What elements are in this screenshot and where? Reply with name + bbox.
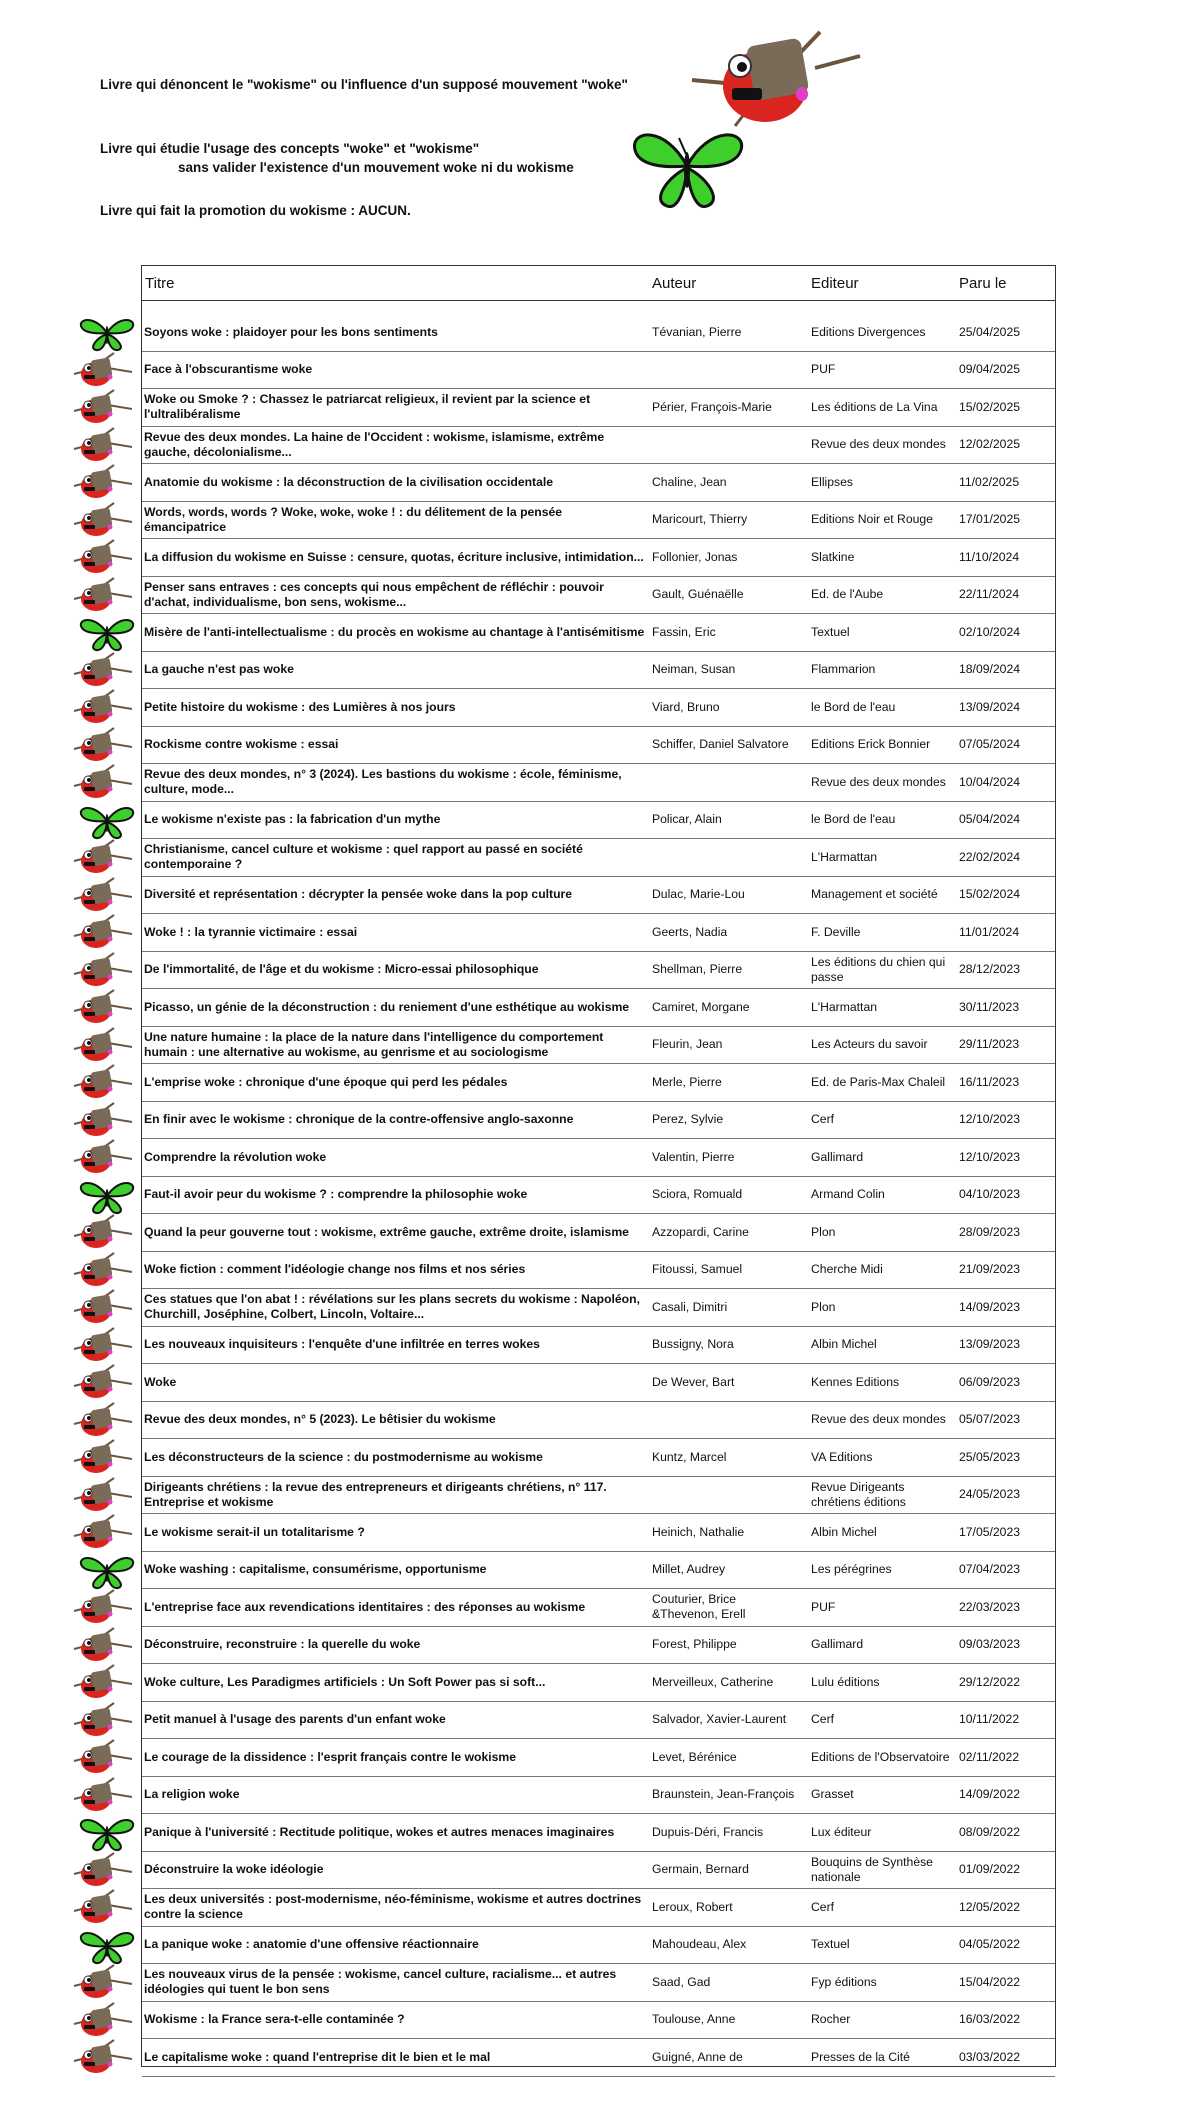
book-publisher: Gallimard xyxy=(811,1149,864,1164)
book-date: 02/10/2024 xyxy=(959,624,1020,639)
book-date: 29/11/2023 xyxy=(959,1037,1020,1052)
book-date: 18/09/2024 xyxy=(959,662,1020,677)
book-date: 08/09/2022 xyxy=(959,1824,1020,1839)
book-date: 15/02/2025 xyxy=(959,399,1020,414)
book-title: Petite histoire du wokisme : des Lumières à nos jours xyxy=(144,699,456,714)
book-publisher: Lux éditeur xyxy=(811,1824,872,1839)
table-row xyxy=(142,952,1055,990)
book-author: Tévanian, Pierre xyxy=(652,324,742,339)
bug-icon xyxy=(70,1477,132,1515)
table-row xyxy=(142,1964,1055,2002)
book-title: Revue des deux mondes, n° 5 (2023). Le bêtisier du wokisme xyxy=(144,1412,496,1427)
book-title: Woke fiction : comment l'idéologie change nos films et nos séries xyxy=(144,1262,526,1277)
book-date: 12/05/2022 xyxy=(959,1899,1020,1914)
table-row xyxy=(142,1252,1055,1290)
table-row xyxy=(142,1139,1055,1177)
header-publisher: Editeur xyxy=(811,275,859,292)
book-title: De l'immortalité, de l'âge et du wokisme : Micro-essai philosophique xyxy=(144,962,539,977)
bug-icon xyxy=(70,1214,132,1252)
bug-icon xyxy=(70,1589,132,1627)
book-title: Revue des deux mondes, n° 3 (2024). Les bastions du wokisme : école, féminisme, culture, mode... xyxy=(144,767,622,797)
book-title: Rockisme contre wokisme : essai xyxy=(144,737,339,752)
bug-icon xyxy=(70,1027,132,1065)
book-publisher: Ed. de Paris-Max Chaleil xyxy=(811,1074,946,1089)
book-author: Dulac, Marie-Lou xyxy=(652,887,745,902)
table-row xyxy=(142,2002,1055,2040)
bug-icon xyxy=(70,427,132,465)
book-date: 13/09/2024 xyxy=(959,699,1020,714)
bug-icon xyxy=(70,1627,132,1665)
book-date: 15/04/2022 xyxy=(959,1974,1020,1989)
book-publisher: Ed. de l'Aube xyxy=(811,587,884,602)
book-publisher: Revue des deux mondes xyxy=(811,437,946,452)
book-date: 02/11/2022 xyxy=(959,1749,1020,1764)
book-date: 11/02/2025 xyxy=(959,474,1020,489)
bug-icon xyxy=(70,989,132,1027)
book-publisher: Gallimard xyxy=(811,1637,864,1652)
book-author: Shellman, Pierre xyxy=(652,962,743,977)
book-author: De Wever, Bart xyxy=(652,1374,735,1389)
legend-denounce-text: Livre qui dénoncent le "wokisme" ou l'influence d'un supposé mouvement "woke" xyxy=(100,77,628,92)
bug-icon xyxy=(70,952,132,990)
table-row xyxy=(142,577,1055,615)
bug-icon xyxy=(70,577,132,615)
book-title: Penser sans entraves : ces concepts qui nous empêchent de réfléchir : pouvoir d'achat, individualisme, bon sens, wokisme... xyxy=(144,579,604,609)
book-date: 29/12/2022 xyxy=(959,1674,1020,1689)
book-publisher: Les pérégrines xyxy=(811,1562,892,1577)
book-title: La panique woke : anatomie d'une offensive réactionnaire xyxy=(144,1937,479,1952)
book-author: Schiffer, Daniel Salvatore xyxy=(652,737,789,752)
book-author: Couturier, Brice &Thevenon, Erell xyxy=(652,1592,746,1622)
book-title: Revue des deux mondes. La haine de l'Occident : wokisme, islamisme, extrême gauche, décolonialisme... xyxy=(144,429,605,459)
book-author: Merle, Pierre xyxy=(652,1074,722,1089)
book-author xyxy=(652,764,804,801)
book-title: L'entreprise face aux revendications identitaires : des réponses au wokisme xyxy=(144,1599,586,1614)
book-author: Valentin, Pierre xyxy=(652,1149,735,1164)
book-date: 22/02/2024 xyxy=(959,849,1020,864)
book-title: Woke xyxy=(144,1374,177,1389)
book-title: Wokisme : la France sera-t-elle contaminée ? xyxy=(144,2012,405,2027)
book-author: Sciora, Romuald xyxy=(652,1187,743,1202)
book-title: Christianisme, cancel culture et wokisme : quel rapport au passé en société contemporaine ? xyxy=(144,842,583,872)
book-publisher: le Bord de l'eau xyxy=(811,812,896,827)
book-author: Azzopardi, Carine xyxy=(652,1224,749,1239)
book-title: Dirigeants chrétiens : la revue des entrepreneurs et dirigeants chrétiens, n° 117. Entreprise et wokisme xyxy=(144,1479,607,1509)
table-header xyxy=(142,266,1055,301)
book-publisher: Editions Noir et Rouge xyxy=(811,512,933,527)
bug-icon xyxy=(70,1664,132,1702)
table-row xyxy=(142,1027,1055,1065)
bug-icon xyxy=(70,464,132,502)
table-row xyxy=(142,1102,1055,1140)
book-title: La gauche n'est pas woke xyxy=(144,662,294,677)
book-author: Germain, Bernard xyxy=(652,1862,749,1877)
butterfly-icon xyxy=(76,1552,138,1590)
legend-study-text-1: Livre qui étudie l'usage des concepts "woke" et "wokisme" xyxy=(100,141,480,156)
bug-icon xyxy=(70,1739,132,1777)
book-author: Policar, Alain xyxy=(652,812,722,827)
table-row xyxy=(142,1214,1055,1252)
book-date: 17/01/2025 xyxy=(959,512,1020,527)
table-row xyxy=(142,1514,1055,1552)
book-author: Viard, Bruno xyxy=(652,699,720,714)
book-publisher: Lulu éditions xyxy=(811,1674,880,1689)
bug-icon xyxy=(70,1777,132,1815)
book-date: 22/11/2024 xyxy=(959,587,1020,602)
butterfly-icon xyxy=(76,314,138,352)
book-author: Levet, Bérénice xyxy=(652,1749,737,1764)
book-date: 11/01/2024 xyxy=(959,924,1020,939)
book-author: Casali, Dimitri xyxy=(652,1299,728,1314)
book-title: Ces statues que l'on abat ! : révélations sur les plans secrets du wokisme : Napoléon, Churchill, Joséphine, Colbert, Lincoln, Voltaire... xyxy=(144,1292,640,1322)
book-author: Saad, Gad xyxy=(652,1974,711,1989)
book-publisher: L'Harmattan xyxy=(811,999,878,1014)
book-date: 25/05/2023 xyxy=(959,1449,1020,1464)
book-publisher: Kennes Editions xyxy=(811,1374,900,1389)
legend-promote-text: Livre qui fait la promotion du wokisme : AUCUN. xyxy=(100,203,411,218)
book-title: Woke washing : capitalisme, consumérisme, opportunisme xyxy=(144,1562,487,1577)
table-row xyxy=(142,764,1055,802)
book-date: 05/07/2023 xyxy=(959,1412,1020,1427)
book-title: Une nature humaine : la place de la nature dans l'intelligence du comportement humain : une alternative au wokisme, au genrisme et au sociologisme xyxy=(144,1029,604,1059)
book-date: 13/09/2023 xyxy=(959,1337,1020,1352)
book-date: 28/09/2023 xyxy=(959,1224,1020,1239)
book-publisher: Ellipses xyxy=(811,474,853,489)
book-publisher: Presses de la Cité xyxy=(811,2049,910,2064)
book-publisher: Flammarion xyxy=(811,662,876,677)
book-title: Le wokisme n'existe pas : la fabrication d'un mythe xyxy=(144,812,441,827)
book-author: Fleurin, Jean xyxy=(652,1037,723,1052)
book-publisher: Grasset xyxy=(811,1787,854,1802)
bug-icon xyxy=(70,2039,132,2077)
bug-icon xyxy=(70,1289,132,1327)
book-title: Diversité et représentation : décrypter la pensée woke dans la pop culture xyxy=(144,887,573,902)
table-row xyxy=(142,314,1055,352)
book-date: 11/10/2024 xyxy=(959,549,1020,564)
book-date: 10/11/2022 xyxy=(959,1712,1020,1727)
bug-icon xyxy=(70,389,132,427)
book-publisher: Editions de l'Observatoire xyxy=(811,1749,950,1764)
bug-icon xyxy=(70,652,132,690)
book-date: 22/03/2023 xyxy=(959,1599,1020,1614)
bug-icon xyxy=(70,1402,132,1440)
book-title: Panique à l'université : Rectitude politique, wokes et autres menaces imaginaires xyxy=(144,1824,615,1839)
table-row xyxy=(142,1777,1055,1815)
table-row xyxy=(142,352,1055,390)
book-title: Les déconstructeurs de la science : du postmodernisme au wokisme xyxy=(144,1449,543,1464)
book-publisher: Textuel xyxy=(811,1937,850,1952)
book-date: 04/10/2023 xyxy=(959,1187,1020,1202)
book-author: Leroux, Robert xyxy=(652,1899,733,1914)
book-publisher: F. Deville xyxy=(811,924,861,939)
book-publisher: Albin Michel xyxy=(811,1524,877,1539)
book-title: Quand la peur gouverne tout : wokisme, extrême gauche, extrême droite, islamisme xyxy=(144,1224,629,1239)
book-title: La diffusion du wokisme en Suisse : censure, quotas, écriture inclusive, intimidation... xyxy=(144,549,644,564)
book-publisher: Management et société xyxy=(811,887,938,902)
bug-icon xyxy=(70,877,132,915)
book-publisher: PUF xyxy=(811,1599,836,1614)
book-author: Geerts, Nadia xyxy=(652,924,728,939)
book-publisher: Revue des deux mondes xyxy=(811,774,946,789)
butterfly-icon xyxy=(625,120,750,212)
book-author: Forest, Philippe xyxy=(652,1637,737,1652)
book-publisher: Revue Dirigeants chrétiens éditions xyxy=(811,1479,906,1509)
bug-icon xyxy=(70,1252,132,1290)
bug-icon xyxy=(70,839,132,877)
bug-icon xyxy=(70,2002,132,2040)
bug-icon xyxy=(70,1439,132,1477)
bug-icon xyxy=(70,1514,132,1552)
book-publisher: Textuel xyxy=(811,624,850,639)
bug-icon xyxy=(70,1889,132,1927)
book-date: 14/09/2023 xyxy=(959,1299,1020,1314)
bug-icon xyxy=(70,1064,132,1102)
bug-icon xyxy=(70,689,132,727)
bug-icon xyxy=(70,764,132,802)
table-row xyxy=(142,1702,1055,1740)
book-date: 24/05/2023 xyxy=(959,1487,1020,1502)
book-author: Follonier, Jonas xyxy=(652,549,738,564)
table-row xyxy=(142,1327,1055,1365)
book-publisher: Cerf xyxy=(811,1112,835,1127)
book-author xyxy=(652,427,804,464)
book-author xyxy=(652,1402,804,1439)
book-title: Les deux universités : post-modernisme, néo-féminisme, wokisme et autres doctrines contre la science xyxy=(144,1892,642,1922)
book-publisher: Fyp éditions xyxy=(811,1974,877,1989)
book-author: Merveilleux, Catherine xyxy=(652,1674,774,1689)
book-date: 17/05/2023 xyxy=(959,1524,1020,1539)
bug-icon xyxy=(70,1139,132,1177)
book-publisher: Rocher xyxy=(811,2012,851,2027)
table-row xyxy=(142,727,1055,765)
book-date: 06/09/2023 xyxy=(959,1374,1020,1389)
bug-icon xyxy=(70,1327,132,1365)
book-publisher: VA Editions xyxy=(811,1449,873,1464)
table-row xyxy=(142,1889,1055,1927)
table-row xyxy=(142,1064,1055,1102)
book-author: Maricourt, Thierry xyxy=(652,512,748,527)
book-author: Neiman, Susan xyxy=(652,662,736,677)
book-title: Soyons woke : plaidoyer pour les bons sentiments xyxy=(144,324,438,339)
book-title: Anatomie du wokisme : la déconstruction de la civilisation occidentale xyxy=(144,474,554,489)
book-title: Woke culture, Les Paradigmes artificiels : Un Soft Power pas si soft... xyxy=(144,1674,546,1689)
book-date: 12/10/2023 xyxy=(959,1149,1020,1164)
book-publisher: Les Acteurs du savoir xyxy=(811,1037,928,1052)
book-title: En finir avec le wokisme : chronique de la contre-offensive anglo-saxonne xyxy=(144,1112,574,1127)
book-author: Fitoussi, Samuel xyxy=(652,1262,743,1277)
table-row xyxy=(142,427,1055,465)
table-row xyxy=(142,1477,1055,1515)
book-date: 30/11/2023 xyxy=(959,999,1020,1014)
book-date: 10/04/2024 xyxy=(959,774,1020,789)
book-title: La religion woke xyxy=(144,1787,240,1802)
books-table xyxy=(141,265,1056,2067)
table-row xyxy=(142,1589,1055,1627)
book-title: Déconstruire la woke idéologie xyxy=(144,1862,324,1877)
book-publisher: Plon xyxy=(811,1299,836,1314)
table-row xyxy=(142,1402,1055,1440)
bug-icon xyxy=(690,28,865,128)
book-author: Mahoudeau, Alex xyxy=(652,1937,747,1952)
legend-study-text-2: sans valider l'existence d'un mouvement woke ni du wokisme xyxy=(178,160,574,175)
book-title: L'emprise woke : chronique d'une époque qui perd les pédales xyxy=(144,1074,508,1089)
book-title: Le capitalisme woke : quand l'entreprise dit le bien et le mal xyxy=(144,2049,491,2064)
book-title: Woke ! : la tyrannie victimaire : essai xyxy=(144,924,358,939)
table-row xyxy=(142,689,1055,727)
book-date: 16/03/2022 xyxy=(959,2012,1020,2027)
book-title: Words, words, words ? Woke, woke, woke ! : du délitement de la pensée émancipatrice xyxy=(144,504,563,534)
table-row xyxy=(142,1364,1055,1402)
header-date: Paru le xyxy=(959,275,1007,292)
bug-icon xyxy=(70,352,132,390)
table-row xyxy=(142,1177,1055,1215)
butterfly-icon xyxy=(76,614,138,652)
book-author: Braunstein, Jean-François xyxy=(652,1787,795,1802)
butterfly-icon xyxy=(76,802,138,840)
book-title: Les nouveaux virus de la pensée : wokisme, cancel culture, racialisme... et autres idéologies qui tuent le bon sens xyxy=(144,1967,617,1997)
book-author: Salvador, Xavier-Laurent xyxy=(652,1712,787,1727)
book-date: 07/04/2023 xyxy=(959,1562,1020,1577)
table-row xyxy=(142,1852,1055,1890)
table-row xyxy=(142,652,1055,690)
book-author: Chaline, Jean xyxy=(652,474,727,489)
book-date: 28/12/2023 xyxy=(959,962,1020,977)
book-author: Bussigny, Nora xyxy=(652,1337,734,1352)
book-title: Déconstruire, reconstruire : la querelle du woke xyxy=(144,1637,421,1652)
book-title: Misère de l'anti-intellectualisme : du procès en wokisme au chantage à l'antisémitisme xyxy=(144,624,645,639)
book-author: Fassin, Eric xyxy=(652,624,716,639)
bug-icon xyxy=(70,502,132,540)
table-row xyxy=(142,1289,1055,1327)
book-publisher: PUF xyxy=(811,362,836,377)
table-row xyxy=(142,989,1055,1027)
book-author: Gault, Guénaëlle xyxy=(652,587,744,602)
book-date: 15/02/2024 xyxy=(959,887,1020,902)
book-title: Le wokisme serait-il un totalitarisme ? xyxy=(144,1524,365,1539)
book-author: Millet, Audrey xyxy=(652,1562,726,1577)
table-row xyxy=(142,464,1055,502)
book-author: Dupuis-Déri, Francis xyxy=(652,1824,764,1839)
table-row xyxy=(142,1664,1055,1702)
book-date: 25/04/2025 xyxy=(959,324,1020,339)
book-date: 21/09/2023 xyxy=(959,1262,1020,1277)
table-row xyxy=(142,1439,1055,1477)
book-publisher: Editions Erick Bonnier xyxy=(811,737,931,752)
table-row xyxy=(142,802,1055,840)
book-author: Kuntz, Marcel xyxy=(652,1449,727,1464)
butterfly-icon xyxy=(76,1814,138,1852)
book-author xyxy=(652,1477,804,1514)
book-publisher: Armand Colin xyxy=(811,1187,885,1202)
bug-icon xyxy=(70,1964,132,2002)
bug-icon xyxy=(70,1702,132,1740)
book-date: 09/04/2025 xyxy=(959,362,1020,377)
table-row xyxy=(142,1552,1055,1590)
book-title: Comprendre la révolution woke xyxy=(144,1149,327,1164)
book-publisher: Cerf xyxy=(811,1712,835,1727)
bug-icon xyxy=(70,1852,132,1890)
book-date: 04/05/2022 xyxy=(959,1937,1020,1952)
bug-icon xyxy=(70,727,132,765)
book-author xyxy=(652,352,804,389)
bug-icon xyxy=(70,1102,132,1140)
header-title: Titre xyxy=(145,275,175,292)
book-date: 12/02/2025 xyxy=(959,437,1020,452)
book-author: Perez, Sylvie xyxy=(652,1112,724,1127)
table-row xyxy=(142,914,1055,952)
book-title: Les nouveaux inquisiteurs : l'enquête d'une infiltrée en terres wokes xyxy=(144,1337,540,1352)
table-row xyxy=(142,1627,1055,1665)
bug-icon xyxy=(70,539,132,577)
table-row xyxy=(142,614,1055,652)
table-row xyxy=(142,877,1055,915)
table-row xyxy=(142,1814,1055,1852)
book-publisher: Les éditions de La Vina xyxy=(811,399,938,414)
book-title: Woke ou Smoke ? : Chassez le patriarcat religieux, il revient par la science et l'ultralibéralisme xyxy=(144,392,591,422)
book-publisher: Albin Michel xyxy=(811,1337,877,1352)
book-title: Petit manuel à l'usage des parents d'un enfant woke xyxy=(144,1712,446,1727)
book-date: 01/09/2022 xyxy=(959,1862,1020,1877)
book-title: Faut-il avoir peur du wokisme ? : comprendre la philosophie woke xyxy=(144,1187,528,1202)
book-publisher: Les éditions du chien qui passe xyxy=(811,954,946,984)
book-publisher: Plon xyxy=(811,1224,836,1239)
book-title: Picasso, un génie de la déconstruction : du reniement d'une esthétique au wokisme xyxy=(144,999,630,1014)
book-publisher: Cerf xyxy=(811,1899,835,1914)
table-row xyxy=(142,389,1055,427)
book-date: 03/03/2022 xyxy=(959,2049,1020,2064)
table-row xyxy=(142,1927,1055,1965)
book-date: 09/03/2023 xyxy=(959,1637,1020,1652)
book-publisher: Revue des deux mondes xyxy=(811,1412,946,1427)
bug-icon xyxy=(70,914,132,952)
book-author: Camiret, Morgane xyxy=(652,999,750,1014)
table-row xyxy=(142,502,1055,540)
book-author: Heinich, Nathalie xyxy=(652,1524,745,1539)
book-title: Le courage de la dissidence : l'esprit français contre le wokisme xyxy=(144,1749,517,1764)
book-author: Toulouse, Anne xyxy=(652,2012,736,2027)
book-author xyxy=(652,839,804,876)
table-row xyxy=(142,1739,1055,1777)
book-publisher: Editions Divergences xyxy=(811,324,926,339)
book-publisher: Slatkine xyxy=(811,549,855,564)
bug-icon xyxy=(70,1364,132,1402)
book-date: 16/11/2023 xyxy=(959,1074,1020,1089)
book-date: 05/04/2024 xyxy=(959,812,1020,827)
book-title: Face à l'obscurantisme woke xyxy=(144,362,313,377)
book-author: Guigné, Anne de xyxy=(652,2049,743,2064)
butterfly-icon xyxy=(76,1927,138,1965)
book-author: Périer, François-Marie xyxy=(652,399,772,414)
book-date: 12/10/2023 xyxy=(959,1112,1020,1127)
header-author: Auteur xyxy=(652,275,697,292)
book-publisher: Cherche Midi xyxy=(811,1262,883,1277)
book-publisher: Bouquins de Synthèse nationale xyxy=(811,1854,933,1884)
table-row xyxy=(142,2039,1055,2077)
butterfly-icon xyxy=(76,1177,138,1215)
book-date: 14/09/2022 xyxy=(959,1787,1020,1802)
book-publisher: le Bord de l'eau xyxy=(811,699,896,714)
book-publisher: L'Harmattan xyxy=(811,849,878,864)
book-date: 07/05/2024 xyxy=(959,737,1020,752)
table-row xyxy=(142,839,1055,877)
table-row xyxy=(142,539,1055,577)
